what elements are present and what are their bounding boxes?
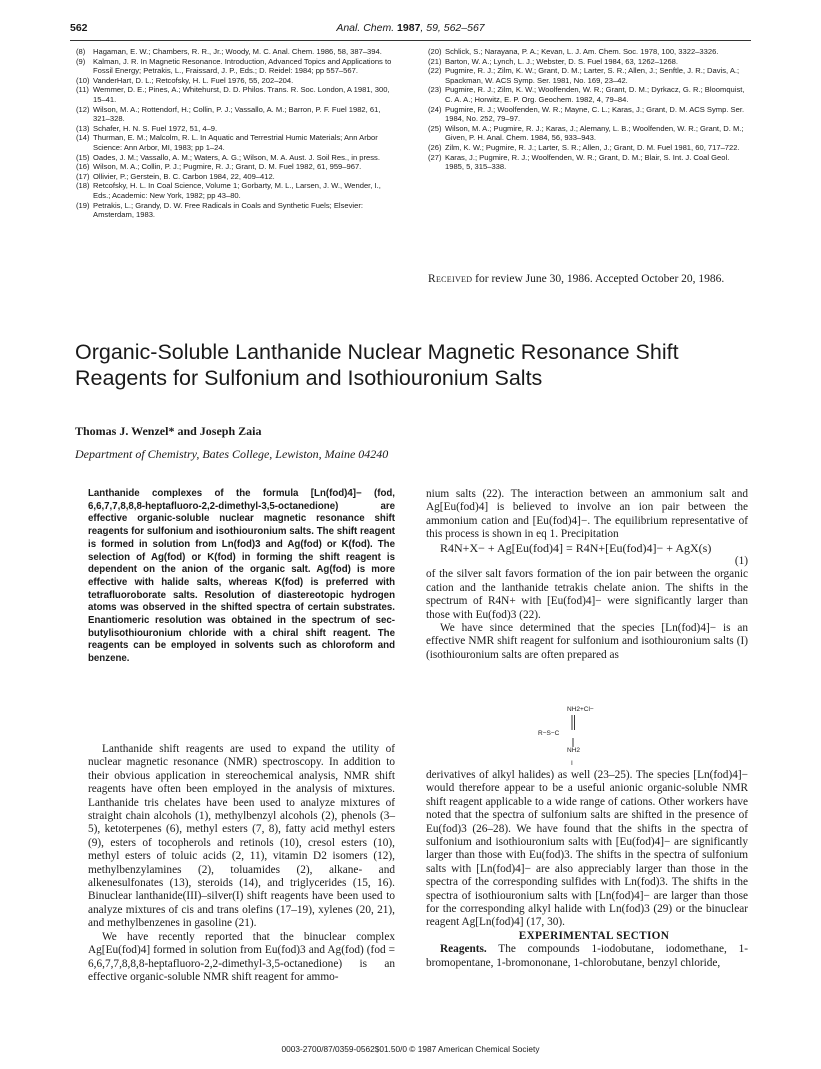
article-authors: Thomas J. Wenzel* and Joseph Zaia [75,424,262,438]
reference-item: (10) VanderHart, D. L.; Retcofsky, H. L. Fuel 1976, 55, 202–204. [76,75,294,85]
reference-item: (23) Pugmire, R. J.; Zilm, K. W.; Woolfenden, W. R.; Grant, D. M.; Dyrkacz, G. R.; Bloomquist, C. A. A.; Horwitz, E. P. Org. Geochem. 1982, 4, 79–84. [428,85,745,104]
body-right-column-top [426,488,748,662]
reference-item: (18) Retcofsky, H. L. In Coal Science, Volume 1; Gorbarty, M. L., Larsen, J. W., Wender, I., Eds.; Academic: New York, 1982; pp 43–80. [76,181,381,200]
body-paragraph: derivatives of alkyl halides) as well (23–25). The species [Ln(fod)4]− would therefore appear to be a useful anionic organic-soluble NMR shift reagent applicable to a wide range of cations. Other workers have noted that the spectra of sulfonium salts are shifted in the presence of Eu(fod)3 (26–28). We have found that the shifts in the spectra of sulfonium and isothiouronium salts with [Eu(fod)4]− are significantly larger than those with Eu(fod)3. The shifts in the spectra of sulfonium salts with [Ln(fod)4]− are also appreciably larger than those in the spectra of the corresponding sulfides with Ln(fod)3. The shifts in the spectra of isothiouronium salts with [Ln(fod)4]− are larger than those for the corresponding alkyl halide with Ln(fod)3 (29) or the binuclear reagent Ag[Ln(fod)4] (17, 30). [426,769,748,929]
received-label: Received [428,273,473,285]
reagents-paragraph [426,943,748,970]
structure-top-group: NH2+Cl− [567,706,594,713]
journal-year: 1987 [397,22,421,34]
received-text: for review June 30, 1986. Accepted October 20, 1986. [472,273,725,285]
reference-item: (27) Karas, J.; Pugmire, R. J.; Woolfenden, W. R.; Grant, D. M.; Blair, S. Int. J. Coal Geol. 1985, 5, 315–338. [428,152,730,172]
reference-item: (15) Oades, J. M.; Vassallo, A. M.; Waters, A. G.; Wilson, M. A. Aust. J. Soil Res., in press. [76,152,380,162]
reference-item: (26) Zilm, K. W.; Pugmire, R. J.; Larter, S. R.; Allen, J.; Grant, D. M. Fuel 1981, 60, 717–722. [428,142,740,152]
reference-item: (13) Schafer, H. N. S. Fuel 1972, 51, 4–9. [76,123,218,133]
journal-name: Anal. Chem. [336,22,395,34]
reference-item: (14) Thurman, E. M.; Malcolm, R. L. In Aquatic and Terrestrial Humic Materials; Ann Arbor Science: Ann Arbor, MI, 1983; pp 1–24. [76,133,378,152]
reference-item: (8) Hagaman, E. W.; Chambers, R. R., Jr.; Woody, M. C. Anal. Chem. 1986, 58, 387–394. [76,47,382,56]
reagents-text: The compounds 1-iodobutane, iodomethane, 1-bromopentane, 1-bromononane, 1-chlorobutane, benzyl chloride, [426,943,748,969]
structure-bottom-group: NH2 [567,747,581,754]
body-left-column [88,743,395,984]
body-paragraph: We have since determined that the species [Ln(fod)4]− is an effective NMR shift reagent for sulfonium and isothiouronium salts (I) (isothiouronium salts are often prepared as [426,622,748,661]
reference-item: (9) Kalman, J. R. In Magnetic Resonance. Introduction, Advanced Topics and Applications to Fossil Energy; Petrakis, L., Fraissard, J. P., Eds.; D. Reidel: 1984; pp 557–567. [76,56,392,76]
equation: R4N+X− + Ag[Eu(fod)4] = R4N+[Eu(fod)4]− + AgX(s) [440,540,712,555]
reference-item: (25) Wilson, M. A.; Pugmire, R. J.; Karas, J.; Alemany, L. B.; Woolfenden, W. R.; Grant, D. M.; Given, P. H. Anal. Chem. 1984, 56, 933–943. [428,123,744,143]
body-paragraph: nium salts (22). The interaction between an ammonium salt and Ag[Eu(fod)4] is believed to involve an ion pair between the ammonium cation and [Eu(fod)4]−. The equilibrium representative of this process is shown in eq 1. Precipitation [426,488,748,541]
journal-volume-pages: , 59, 562–567 [420,22,485,34]
body-right-column-bottom [426,769,748,970]
reference-item: (24) Pugmire, R. J.; Woolfenden, W. R.; Mayne, C. L.; Karas, J.; Grant, D. M. ACS Symp. Ser. 1984, No. 252, 79–97. [428,104,745,124]
page-footer: 0003-2700/87/0359-0562$01.50/0 © 1987 American Chemical Society [281,1044,540,1054]
reference-item: (20) Schlick, S.; Narayana, P. A.; Kevan, L. J. Am. Chem. Soc. 1978, 100, 3322–3326. [428,47,719,56]
author-affiliation: Department of Chemistry, Bates College, Lewiston, Maine 04240 [75,447,389,461]
received-note [428,272,748,287]
running-header [70,22,751,38]
equation-number: (1) [734,555,748,568]
reagents-label: Reagents. [440,943,487,956]
page-number: 562 [70,22,88,34]
journal-citation [70,22,751,34]
abstract: Lanthanide complexes of the formula [Ln(fod)4]− (fod, 6,6,7,7,8,8,8-heptafluoro-2,2-dimethyl-3,5-octanedione) are effective organic-soluble nuclear magnetic resonance shift reagents for sulfonium and isothiouronium salts. The shift reagent is formed in solution from Ln(fod)3 and Ag(fod) or K(fod). The selection of Ag(fod) or K(fod) in forming the shift reagent is dependent on the anion of the organic salt. Ag(fod) is more effective with halide salts, whereas K(fod) is preferred with tetrafluoroborate salts. Resolution of diastereotopic hydrogen atoms was observed in the shifted spectra of certain substrates. Enantiomeric resolution was obtained in the spectrum of sec-butylisothiouronium chloride with a chiral shift reagent. The reagents can be employed in solvents such as chloroform and benzene. [88,488,395,665]
section-heading: EXPERIMENTAL SECTION [518,929,670,942]
body-paragraph: We have recently reported that the binuclear complex Ag[Eu(fod)4] formed in solution from Eu(fod)3 and Ag(fod) (fod = 6,6,7,7,8,8,8-heptafluoro-2,2-dimethyl-3,5-octanedione) is an effective organic-soluble NMR shift reagent for ammo- [88,930,395,983]
isothiouronium-structure [535,705,625,767]
reference-item: (11) Wemmer, D. E.; Pines, A.; Whitehurst, D. D. Philos. Trans. R. Soc. London, A 1981, 300, 15–41. [76,85,390,104]
reference-item: (19) Petrakis, L.; Grandy, D. W. Free Radicals in Coals and Synthetic Fuels; Elsevier: Amsterdam, 1983. [76,200,363,220]
body-paragraph: Lanthanide shift reagents are used to expand the utility of nuclear magnetic resonance (NMR) spectroscopy. In addition to their obvious application in stereochemical analysis, NMR shift reagents have often been employed in the analysis of mixtures. Lanthanide tris chelates have been used to analyze mixtures of straight chain alcohols (1), methylbenzyl alcohols (2), phenols (3–5), ketoterpenes (6), methyl esters (7, 8), fatty acid methyl esters (9), esters of tocopherols and retinols (10), cresol esters (10), methyl esters of toluic acids (2, 11), vitamin D2 isomers (12), methylbenzylamines (2), toluamides (2), alkane- and alkenesulfonates (13), steroids (14), and triglycerides (15, 16). Binuclear lanthanide(III)–silver(I) shift reagents have been used to analyze mixtures of cis and trans olefins (17–19), xylenes (20, 21), and methylbenzenes in gasoline (21). [88,743,395,930]
reference-item: (12) Wilson, M. A.; Rottendorf, H.; Collin, P. J.; Vassallo, A. M.; Barron, P. F. Fuel 1982, 61, 321–328. [76,104,381,124]
structure-left-group: R−S−C [538,730,560,737]
references-right-column [428,47,746,172]
reference-item: (22) Pugmire, R. J.; Zilm, K. W.; Grant, D. M.; Larter, S. R.; Allen, J.; Senftle, J. R.; Davis, A.; Spackman, W. ACS Symp. Ser. 1981, No. 169, 23–42. [428,66,740,85]
article-title: Organic-Soluble Lanthanide Nuclear Magnetic Resonance Shift Reagents for Sulfonium and Isothiouronium Salts [75,340,679,390]
reference-item: (17) Ollivier, P.; Gerstein, B. C. Carbon 1984, 22, 409–412. [76,171,275,181]
header-rule [70,40,751,41]
references-left-column [76,47,394,220]
structure-label: I [571,760,573,767]
reference-item: (21) Barton, W. A.; Lynch, L. J.; Webster, D. S. Fuel 1984, 63, 1262–1268. [428,56,679,66]
body-paragraph: of the silver salt favors formation of the ion pair between the organic cation and the lanthanide tetrakis chelate anion. The shifts in the spectrum of R4N+ with [Eu(fod)4]− were significantly larger than those with Eu(fod)3 (22). [426,568,748,621]
reference-item: (16) Wilson, M. A.; Collin, P. J.; Pugmire, R. J.; Grant, D. M. Fuel 1982, 61, 959–967. [76,162,362,172]
